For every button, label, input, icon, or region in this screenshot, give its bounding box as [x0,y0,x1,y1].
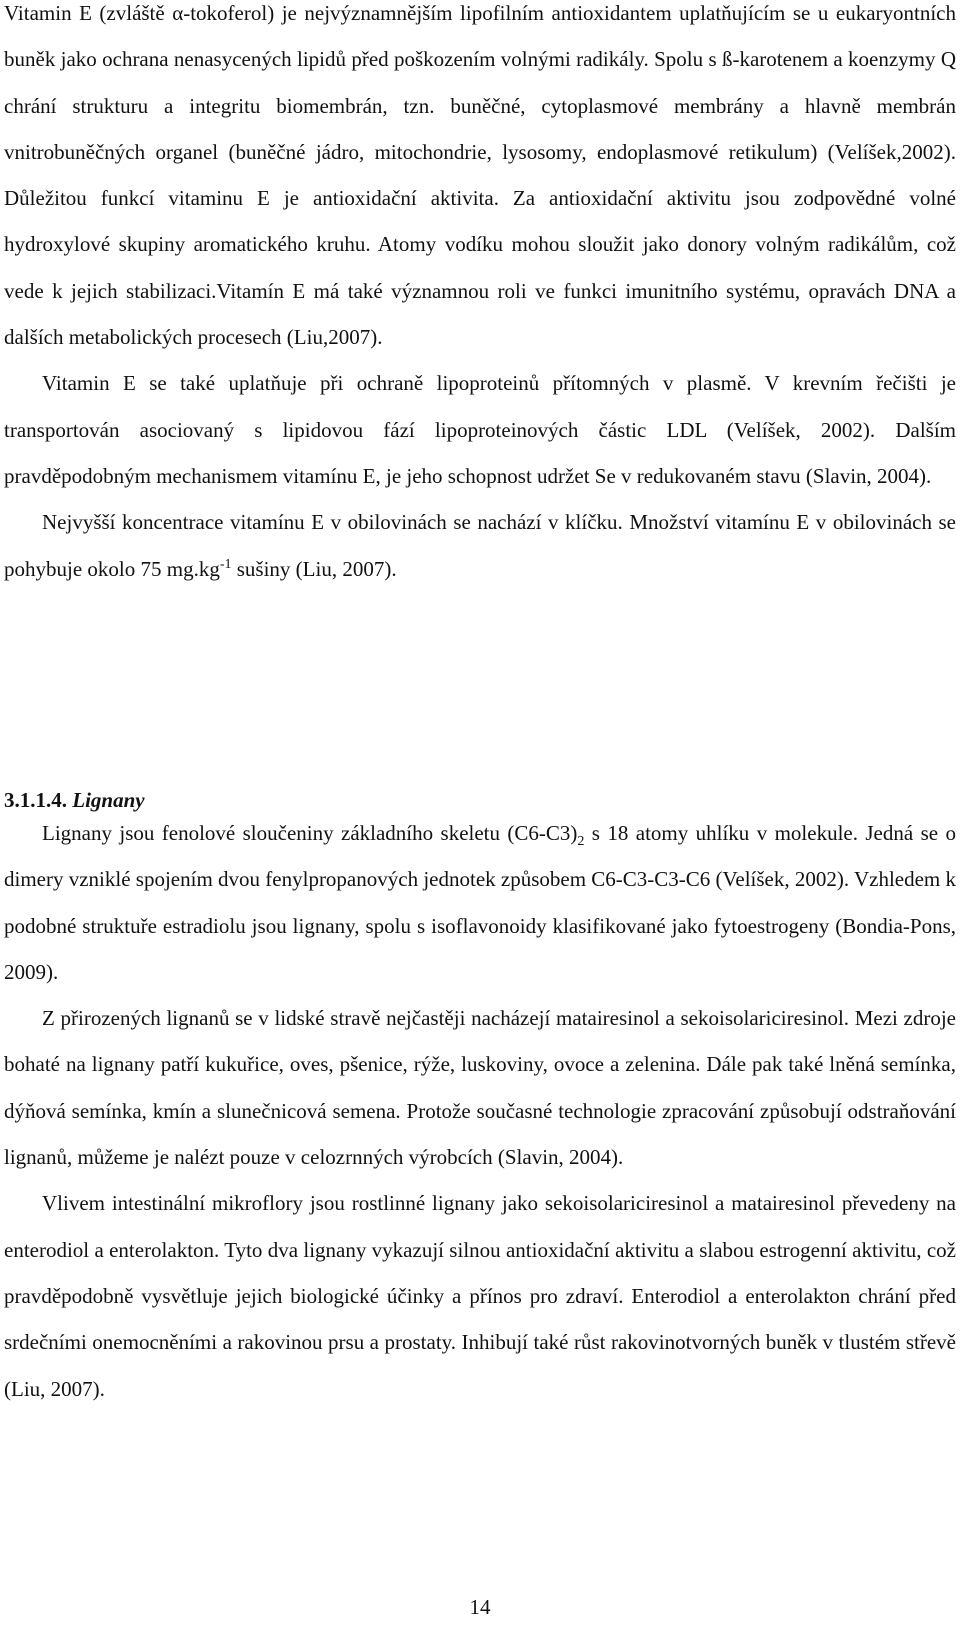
paragraph-lignany-effects: Vlivem intestinální mikroflory jsou rostlinné lignany jako sekoisolariciresinol a matairesinol převedeny na enterodiol a enterolakton. Tyto dva lignany vykazují silnou antioxidační aktivitu a slabou estrogenní aktivitu, což pravděpodobně vysvětluje jejich biologické účinky a přínos pro zdraví. Enterodiol a enterolakton chrání před srdečními onemocněními a rakovinou prsu a prostaty. Inhibují také růst rakovinotvorných buněk v tlustém střevě (Liu, 2007). [4,1191,956,1401]
paragraph-vitamin-e-lipoproteins: Vitamin E se také uplatňuje při ochraně lipoproteinů přítomných v plasmě. V krevním řečišti je transportován asociovaný s lipidovou fází lipoproteinových částic LDL (Velíšek, 2002). Dalším pravděpodobným mechanismem vitamínu E, je jeho schopnost udržet Se v redukovaném stavu (Slavin, 2004). [4,371,956,488]
paragraph-text: s 18 atomy uhlíku v molekule. Jedná se o dimery vzniklé spojením dvou fenylpropanových jednotek způsobem C6-C3-C3-C6 (Velíšek, 2002). Vzhledem k podobné struktuře estradiolu jsou lignany, spolu s isoflavonoidy klasifikované jako fytoestrogeny (Bondia-Pons, 2009). [4,821,957,984]
page-number: 14 [469,1595,491,1619]
paragraph-text: Nejvyšší koncentrace vitamínu E v obilovinách se nachází v klíčku. Množství vitamínu E v obilovinách se pohybuje okolo 75 mg.kg [4,510,956,581]
paragraph-text: Lignany jsou fenolové sloučeniny základního skeletu (C6-C3) [42,821,578,845]
subscript-index: 2 [577,834,585,850]
section-number: 3.1.1.4. [4,788,67,812]
section-title: Lignany [72,788,145,812]
paragraph-vitamin-e-cereals [4,499,956,592]
paragraph-vitamin-e-function: Vitamin E (zvláště α-tokoferol) je nejvýznamnějším lipofilním antioxidantem uplatňujícím se u eukaryontních buněk jako ochrana nenasycených lipidů před poškozením volnými radikály. Spolu s ß-karotenem a koenzymy Q chrání strukturu a integritu biomembrán, tzn. buněčné, cytoplasmové membrány a hlavně membrán vnitrobuněčných organel (buněčné jádro, mitochondrie, lysosomy, endoplasmové retikulum) (Velíšek,2002). Důležitou funkcí vitaminu E je antioxidační aktivita. Za antioxidační aktivitu jsou zodpovědné volné hydroxylové skupiny aromatického kruhu. Atomy vodíku mohou sloužit jako donory volným radikálům, což vede k jejich stabilizaci.Vitamín E má také významnou roli ve funkci imunitního systému, opravách DNA a dalších metabolických procesech (Liu,2007). [4,1,956,350]
lignany-text [4,810,956,1412]
paragraph-lignany-sources: Z přirozených lignanů se v lidské stravě nejčastěji nacházejí matairesinol a sekoisolariciresinol. Mezi zdroje bohaté na lignany patří kukuřice, oves, pšenice, rýže, luskoviny, ovoce a zelenina. Dále pak také lněná semínka, dýňová semínka, kmín a slunečnicová semena. Protože současné technologie zpracování způsobují odstraňování lignanů, můžeme je nalézt pouze v celozrnných výrobcích (Slavin, 2004). [4,1006,956,1170]
paragraph-lignany-definition [4,810,956,995]
paragraph-text: sušiny (Liu, 2007). [231,556,397,581]
superscript-exponent: -1 [219,556,232,572]
vitamin-e-text [4,0,956,592]
